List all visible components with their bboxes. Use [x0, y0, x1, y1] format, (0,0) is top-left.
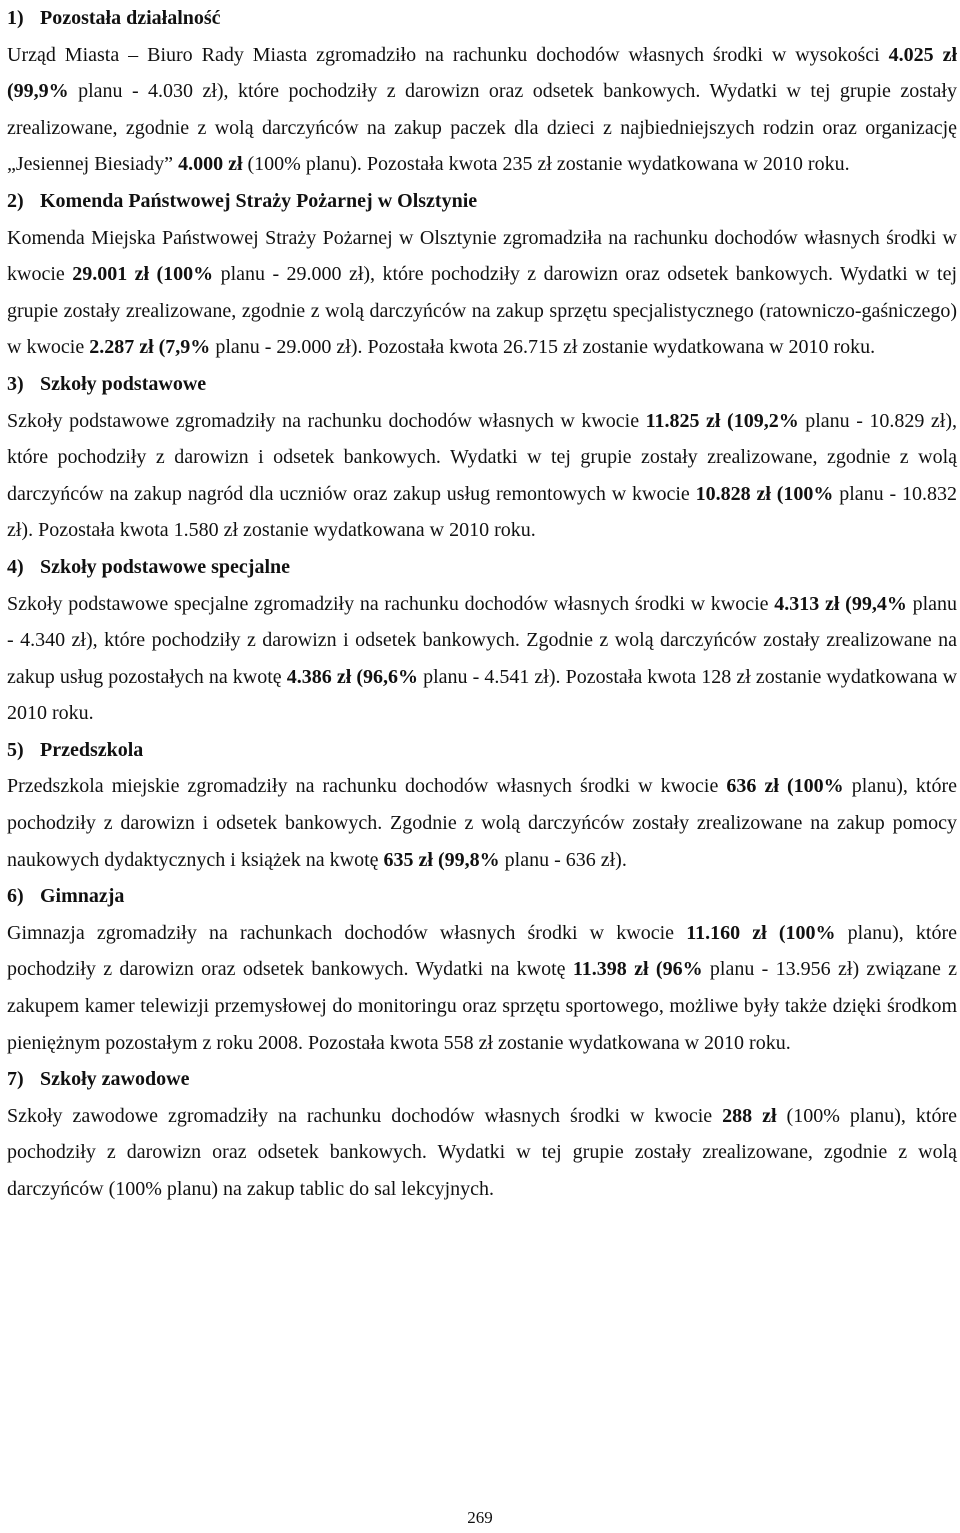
section-paragraph [7, 37, 957, 183]
amount-text: 4.386 zł [286, 665, 352, 688]
section-title: Szkoły podstawowe [40, 372, 207, 395]
body-text: (100% planu), które pochodziły z darowizn oraz odsetek bankowych. Wydatki w tej grupie zostały zrealizowane, zgodnie z wolą darczyńców (100% planu) na zakup tablic do sal lekcyjnych. [7, 1104, 957, 1200]
section-heading [7, 549, 957, 586]
section-paragraph [7, 403, 957, 549]
body-text: (100% planu). Pozostała kwota 235 zł zostanie wydatkowana w 2010 roku. [242, 153, 850, 176]
section-3 [7, 366, 957, 549]
section-heading [7, 366, 957, 403]
body-text [649, 958, 656, 980]
section-number: 6) [7, 885, 24, 908]
body-text: planu - 13.956 zł) związane z zakupem kamer telewizji przemysłowej do monitoringu oraz sprzętu sportowego, możliwe były także dzięki środkom pieniężnym pozostałym z roku 2008. Pozostała kwota 558 zł zostanie wydatkowana w 2010 roku. [7, 958, 958, 1054]
amount-text: 11.160 zł [686, 921, 767, 944]
body-text: planu - 10.829 zł), które pochodziły z darowizn i odsetek bankowych. Wydatki w tej grupie zostały zrealizowane, zgodnie z wolą darczyńców na zakup nagród dla uczniów oraz zakup usług remontowych w kwocie [7, 409, 958, 505]
section-heading [7, 0, 957, 37]
body-text: Komenda Miejska Państwowej Straży Pożarnej w Olsztynie zgromadziła na rachunku dochodów własnych środki w kwocie [7, 226, 957, 286]
section-paragraph [7, 915, 957, 1061]
amount-text: 288 zł [722, 1104, 777, 1127]
amount-text: 4.000 zł [178, 153, 243, 176]
section-title: Przedszkola [40, 738, 144, 761]
section-heading [7, 732, 957, 769]
section-paragraph [7, 768, 957, 878]
section-number: 2) [7, 189, 24, 212]
body-text: planu - 10.832 zł). Pozostała kwota 1.580 zł zostanie wydatkowana w 2010 roku. [7, 482, 957, 542]
section-title: Szkoły podstawowe specjalne [40, 555, 291, 578]
amount-text: (100% [156, 263, 214, 286]
section-4 [7, 549, 957, 732]
section-2 [7, 183, 957, 366]
section-number: 7) [7, 1068, 24, 1091]
amount-text: 10.828 zł [695, 482, 771, 505]
body-text: planu - 636 zł). [499, 848, 627, 871]
body-text: planu), które pochodziły z darowizn i odsetek bankowych. Zgodnie z wolą darczyńców zostały zrealizowane na zakup pomocy naukowych dydaktycznych i książek na kwotę [7, 775, 958, 871]
body-text: Szkoły zawodowe zgromadziły na rachunku dochodów własnych środki w kwocie [7, 1104, 723, 1127]
body-text [767, 922, 779, 944]
body-text [779, 775, 787, 797]
section-heading [7, 878, 957, 915]
section-number: 4) [7, 555, 24, 578]
document-page [7, 0, 957, 1208]
amount-text: (100% [776, 482, 834, 505]
body-text: planu - 29.000 zł). Pozostała kwota 26.715 zł zostanie wydatkowana w 2010 roku. [210, 336, 876, 359]
section-heading [7, 1061, 957, 1098]
amount-text: (96% [655, 958, 703, 981]
amount-text: (100% [787, 775, 844, 798]
body-text: planu), które pochodziły z darowizn oraz odsetek bankowych. Wydatki na kwotę [7, 921, 957, 981]
section-6 [7, 878, 957, 1061]
section-paragraph [7, 220, 957, 366]
section-7 [7, 1061, 957, 1207]
amount-text: (7,9% [158, 336, 211, 359]
amount-text: (109,2% [727, 409, 799, 432]
amount-text: 11.398 zł [572, 958, 649, 981]
amount-text: 4.025 zł [888, 43, 957, 66]
amount-text: (99,9% [7, 80, 69, 103]
section-paragraph [7, 1098, 957, 1208]
section-title: Szkoły zawodowe [40, 1068, 190, 1091]
body-text: Gimnazja zgromadziły na rachunkach dochodów własnych środki w kwocie [7, 921, 687, 944]
section-number: 5) [7, 738, 24, 761]
page-number: 269 [467, 1508, 493, 1527]
body-text: Szkoły podstawowe zgromadziły na rachunku dochodów własnych w kwocie [7, 409, 646, 432]
body-text: planu - 4.030 zł), które pochodziły z darowizn oraz odsetek bankowych. Wydatki w tej grupie zostały zrealizowane, zgodnie z wolą darczyńców na zakup paczek dla dzieci z najbiedniejszych rodzin oraz organizację „Jesiennej Biesiady” [7, 80, 957, 176]
amount-text: (100% [778, 921, 836, 944]
amount-text: 4.313 zł [774, 592, 840, 615]
section-paragraph [7, 586, 957, 732]
amount-text: (96,6% [356, 665, 419, 688]
body-text: planu - 4.340 zł), które pochodziły z darowizn i odsetek bankowych. Zgodnie z wolą darczyńców zostały zrealizowane na zakup usług pozostałych na kwotę [7, 592, 958, 688]
amount-text: 29.001 zł [72, 263, 150, 286]
body-text: Urząd Miasta – Biuro Rady Miasta zgromadziło na rachunku dochodów własnych środki w wysokości [7, 43, 889, 66]
amount-text: 2.287 zł [89, 336, 154, 359]
section-title: Komenda Państwowej Straży Pożarnej w Olsztynie [40, 189, 478, 212]
body-text: Szkoły podstawowe specjalne zgromadziły na rachunku dochodów własnych środki w kwocie [7, 592, 775, 615]
section-number: 1) [7, 7, 24, 29]
section-heading [7, 183, 957, 220]
section-5 [7, 732, 957, 878]
section-number: 3) [7, 372, 24, 395]
amount-text: (99,4% [845, 592, 907, 615]
amount-text: 11.825 zł [645, 409, 721, 432]
amount-text: 635 zł [383, 848, 433, 871]
section-title: Gimnazja [40, 885, 125, 908]
body-text: planu - 29.000 zł), które pochodziły z darowizn oraz odsetek bankowych. Wydatki w tej grupie zostały zrealizowane, zgodnie z wolą darczyńców na zakup sprzętu specjalistycznego (ratowniczo-gaśniczego) w kwocie [7, 263, 957, 359]
body-text: Przedszkola miejskie zgromadziły na rachunku dochodów własnych środki w kwocie [7, 775, 727, 798]
amount-text: 636 zł [726, 775, 779, 798]
body-text: planu - 4.541 zł). Pozostała kwota 128 zł zostanie wydatkowana w 2010 roku. [7, 665, 958, 725]
amount-text: (99,8% [437, 848, 500, 871]
section-1 [7, 0, 957, 183]
section-title: Pozostała działalność [40, 7, 221, 29]
